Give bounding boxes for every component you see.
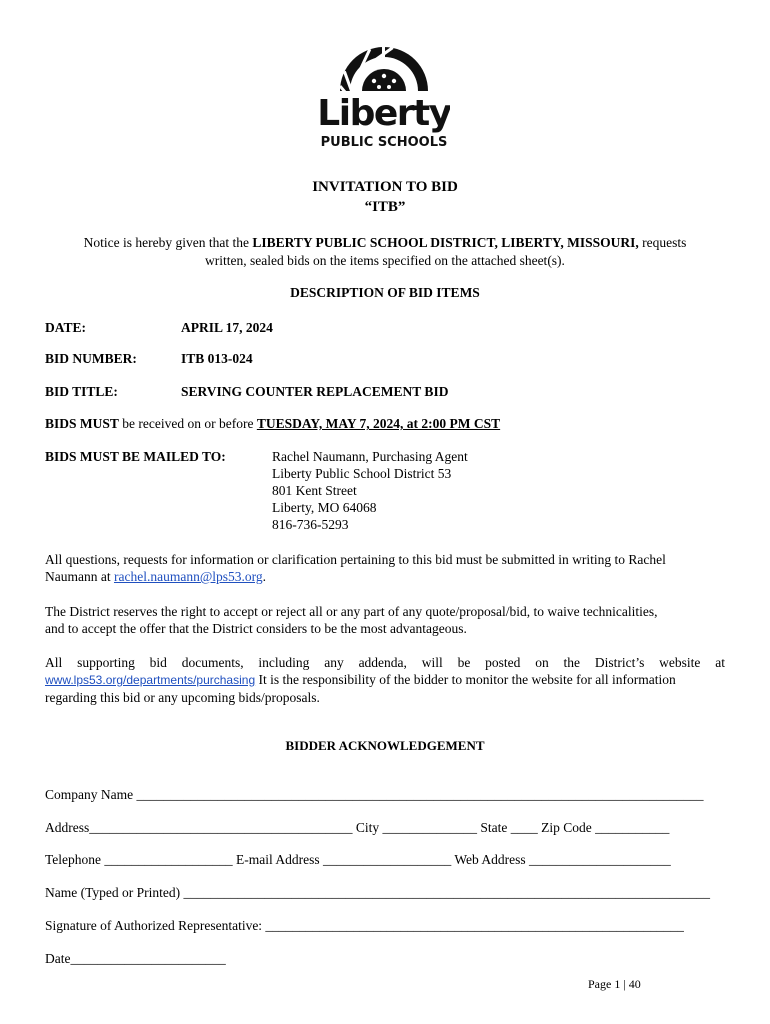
- deadline-date: TUESDAY, MAY 7, 2024, at 2:00 PM CST: [256, 416, 501, 431]
- description-heading: DESCRIPTION OF BID ITEMS: [290, 285, 480, 300]
- svg-text:PUBLIC SCHOOLS: PUBLIC SCHOOLS: [320, 135, 448, 150]
- liberty-public-schools-logo: [318, 45, 450, 153]
- reserves-paragraph: [45, 603, 725, 637]
- company-name-field[interactable]: Company Name ____________________________________________________________________________________: [45, 787, 704, 802]
- date-field[interactable]: Date_______________________: [45, 951, 226, 966]
- address-line: Liberty Public School District 53: [272, 466, 452, 481]
- notice-line-2: written, sealed bids on the items specified on the attached sheet(s).: [205, 253, 565, 268]
- purchasing-website-link[interactable]: www.lps53.org/departments/purchasing: [45, 673, 256, 687]
- documents-line-3: regarding this bid or any upcoming bids/proposals.: [45, 690, 320, 705]
- reserves-line-1: The District reserves the right to accept or reject all or any part of any quote/proposal/bid, to waive technicalities,: [45, 604, 658, 619]
- questions-line-2: Naumann at rachel.naumann@lps53.org.: [45, 569, 267, 584]
- purchasing-email-link[interactable]: rachel.naumann@lps53.org: [113, 569, 263, 584]
- page-number: Page 1 | 40: [588, 977, 641, 991]
- title-abbreviation: “ITB”: [364, 199, 406, 215]
- mailing-label: BIDS MUST BE MAILED TO:: [45, 449, 226, 464]
- deadline-lead: BIDS MUST: [45, 416, 119, 431]
- documents-line-2: www.lps53.org/departments/purchasing It is the responsibility of the bidder to monitor the website for all information: [45, 672, 676, 687]
- date-label: DATE:: [45, 320, 87, 335]
- document-title: [0, 177, 770, 217]
- notice-line-1: Notice is hereby given that the LIBERTY PUBLIC SCHOOL DISTRICT, LIBERTY, MISSOURI, requests: [83, 235, 687, 250]
- printed-name-field[interactable]: Name (Typed or Printed) ______________________________________________________________________________: [45, 885, 711, 900]
- address-line: Rachel Naumann, Purchasing Agent: [272, 449, 468, 464]
- signature-field[interactable]: Signature of Authorized Representative: ______________________________________________________________: [45, 918, 684, 933]
- questions-line-1: All questions, requests for information or clarification pertaining to this bid must be submitted in writing to Rachel: [45, 552, 666, 567]
- svg-text:Liberty: Liberty: [318, 93, 450, 134]
- bid-number-label: BID NUMBER:: [45, 351, 137, 366]
- contact-field[interactable]: Telephone ___________________ E-mail Address ___________________ Web Address _____________________: [45, 852, 671, 867]
- deadline-line: BIDS MUST be received on or before TUESDAY, MAY 7, 2024, at 2:00 PM CST: [45, 416, 501, 431]
- bid-title-label: BID TITLE:: [45, 384, 118, 399]
- notice-paragraph: [0, 234, 770, 270]
- address-line: Liberty, MO 64068: [272, 500, 377, 515]
- district-name: LIBERTY PUBLIC SCHOOL DISTRICT, LIBERTY, MISSOURI,: [252, 235, 639, 250]
- questions-paragraph: [45, 551, 725, 585]
- documents-paragraph: [45, 654, 725, 706]
- date-value: APRIL 17, 2024: [181, 320, 273, 335]
- acknowledgement-heading: BIDDER ACKNOWLEDGEMENT: [285, 738, 485, 753]
- reserves-line-2: and to accept the offer that the District considers to be the most advantageous.: [45, 621, 467, 636]
- bid-number-value: ITB 013-024: [181, 351, 253, 366]
- address-line: 816-736-5293: [272, 517, 349, 532]
- address-line: 801 Kent Street: [272, 483, 357, 498]
- documents-line-1: All supporting bid documents, including any addenda, will be posted on the District’s website at: [45, 655, 725, 670]
- address-field[interactable]: Address_______________________________________ City ______________ State ____ Zip Code ___________: [45, 820, 670, 835]
- bid-title-value: SERVING COUNTER REPLACEMENT BID: [181, 384, 449, 399]
- title-line: INVITATION TO BID: [312, 179, 458, 195]
- mailing-address: [272, 448, 468, 533]
